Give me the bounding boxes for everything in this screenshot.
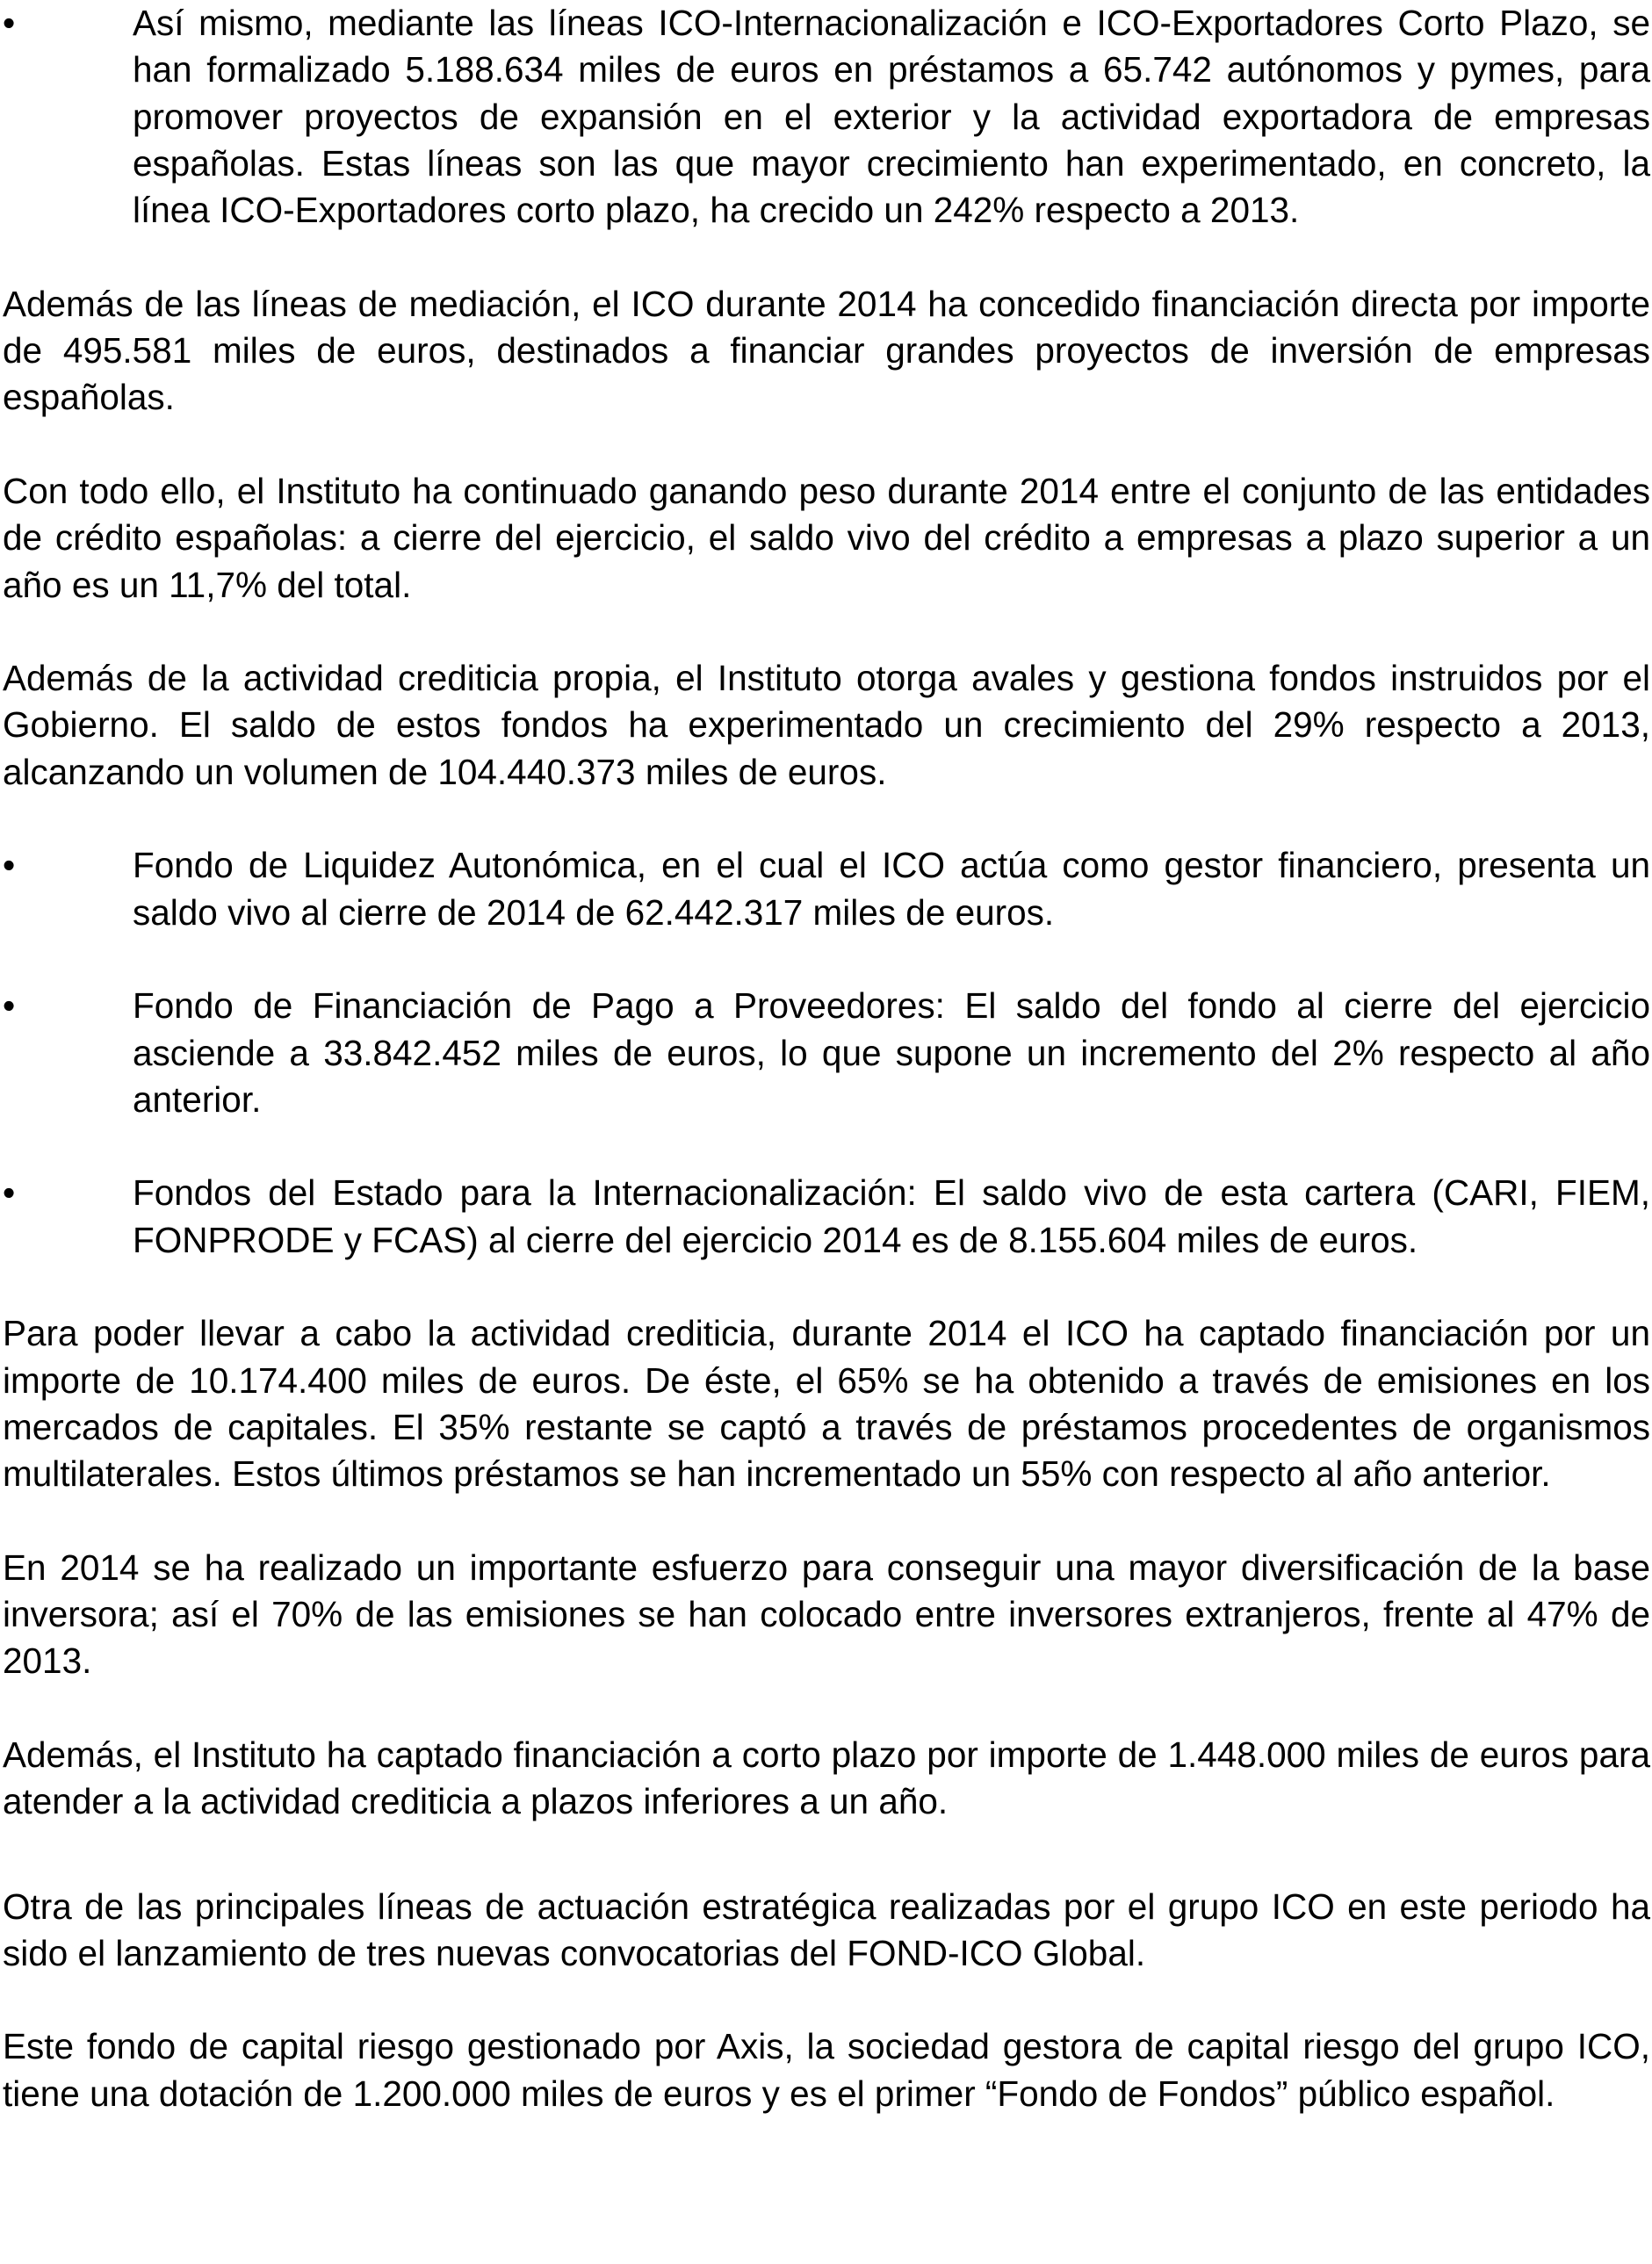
bullet-item-fondo-proveedores [3, 983, 1650, 1123]
bullet-icon: • [3, 1172, 16, 1214]
paragraph-gap [3, 1826, 1650, 1884]
paragraph-gap [3, 1977, 1650, 2023]
bullet-text: Fondo de Financiación de Pago a Proveedores: El saldo del fondo al cierre del ejercicio asciende a 33.842.452 miles de euros, lo que supone un incremento del 2% respecto al año anterior. [133, 985, 1650, 1120]
bullet-text: Fondos del Estado para la Internacionalización: El saldo vivo de esta cartera (CARI, FIEM, FONPRODE y FCAS) al cierre del ejercicio 2014 es de 8.155.604 miles de euros. [133, 1172, 1650, 1260]
paragraph-financiacion-directa: Además de las líneas de mediación, el ICO durante 2014 ha concedido financiación directa por importe de 495.581 miles de euros, destinados a financiar grandes proyectos de inversión de empresas españolas. [3, 283, 1650, 418]
bullet-item-ico-internacionalizacion [3, 0, 1650, 234]
bullet-icon: • [3, 985, 16, 1027]
paragraph-gap [3, 1123, 1650, 1170]
paragraph-gap [3, 1685, 1650, 1732]
paragraph-diversificacion: En 2014 se ha realizado un importante esfuerzo para conseguir una mayor diversificación de la base inversora; así el 70% de las emisiones se han colocado entre inversores extranjeros, frente al 47% de 2013. [3, 1547, 1650, 1682]
bullet-item-fondo-liquidez [3, 842, 1650, 936]
paragraph-gap [3, 936, 1650, 983]
paragraph-peso-entidades: Con todo ello, el Instituto ha continuado ganando peso durante 2014 entre el conjunto de las entidades de crédito españolas: a cierre del ejercicio, el saldo vivo del crédito a empresas a plazo superior a un año es un 11,7% del total. [3, 470, 1650, 605]
paragraph-gap [3, 1498, 1650, 1545]
paragraph-gap [3, 1264, 1650, 1310]
bullet-item-fondos-internacionalizacion [3, 1170, 1650, 1264]
bullet-icon: • [3, 845, 16, 886]
paragraph-gap [3, 234, 1650, 280]
bullet-icon: • [3, 3, 16, 43]
paragraph-captacion-financiacion: Para poder llevar a cabo la actividad crediticia, durante 2014 el ICO ha captado financiación por un importe de 10.174.400 miles de euros. De éste, el 65% se ha obtenido a través de emisiones en los mercados de capitales. El 35% restante se captó a través de préstamos procedentes de organismos multilaterales. Estos últimos préstamos se han incrementado un 55% con respecto al año anterior. [3, 1313, 1650, 1495]
paragraph-fondos-gobierno: Además de la actividad crediticia propia, el Instituto otorga avales y gestiona fondos instruidos por el Gobierno. El saldo de estos fondos ha experimentado un crecimiento del 29% respecto a 2013, alcanzando un volumen de 104.440.373 miles de euros. [3, 658, 1650, 792]
bullet-text: Así mismo, mediante las líneas ICO-Internacionalización e ICO-Exportadores Corto Plazo, se han formalizado 5.188.634 miles de euros en préstamos a 65.742 autónomos y pymes, para promover proyectos de expansión en el exterior y la actividad exportadora de empresas españolas. Estas líneas son las que mayor crecimiento han experimentado, en concreto, la línea ICO-Exportadores corto plazo, ha crecido un 242% respecto a 2013. [133, 3, 1650, 231]
paragraph-corto-plazo: Además, el Instituto ha captado financiación a corto plazo por importe de 1.448.000 miles de euros para atender a la actividad crediticia a plazos inferiores a un año. [3, 1734, 1650, 1822]
paragraph-gap [3, 422, 1650, 468]
paragraph-gap [3, 796, 1650, 842]
paragraph-axis: Este fondo de capital riesgo gestionado por Axis, la sociedad gestora de capital riesgo del grupo ICO, tiene una dotación de 1.200.000 miles de euros y es el primer “Fondo de Fondos” público español. [3, 2026, 1650, 2114]
bullet-text: Fondo de Liquidez Autonómica, en el cual el ICO actúa como gestor financiero, presenta un saldo vivo al cierre de 2014 de 62.442.317 miles de euros. [133, 845, 1650, 933]
document-page [3, 0, 1650, 2117]
paragraph-fond-ico-global: Otra de las principales líneas de actuación estratégica realizadas por el grupo ICO en este periodo ha sido el lanzamiento de tres nuevas convocatorias del FOND-ICO Global. [3, 1885, 1650, 1973]
paragraph-gap [3, 609, 1650, 655]
